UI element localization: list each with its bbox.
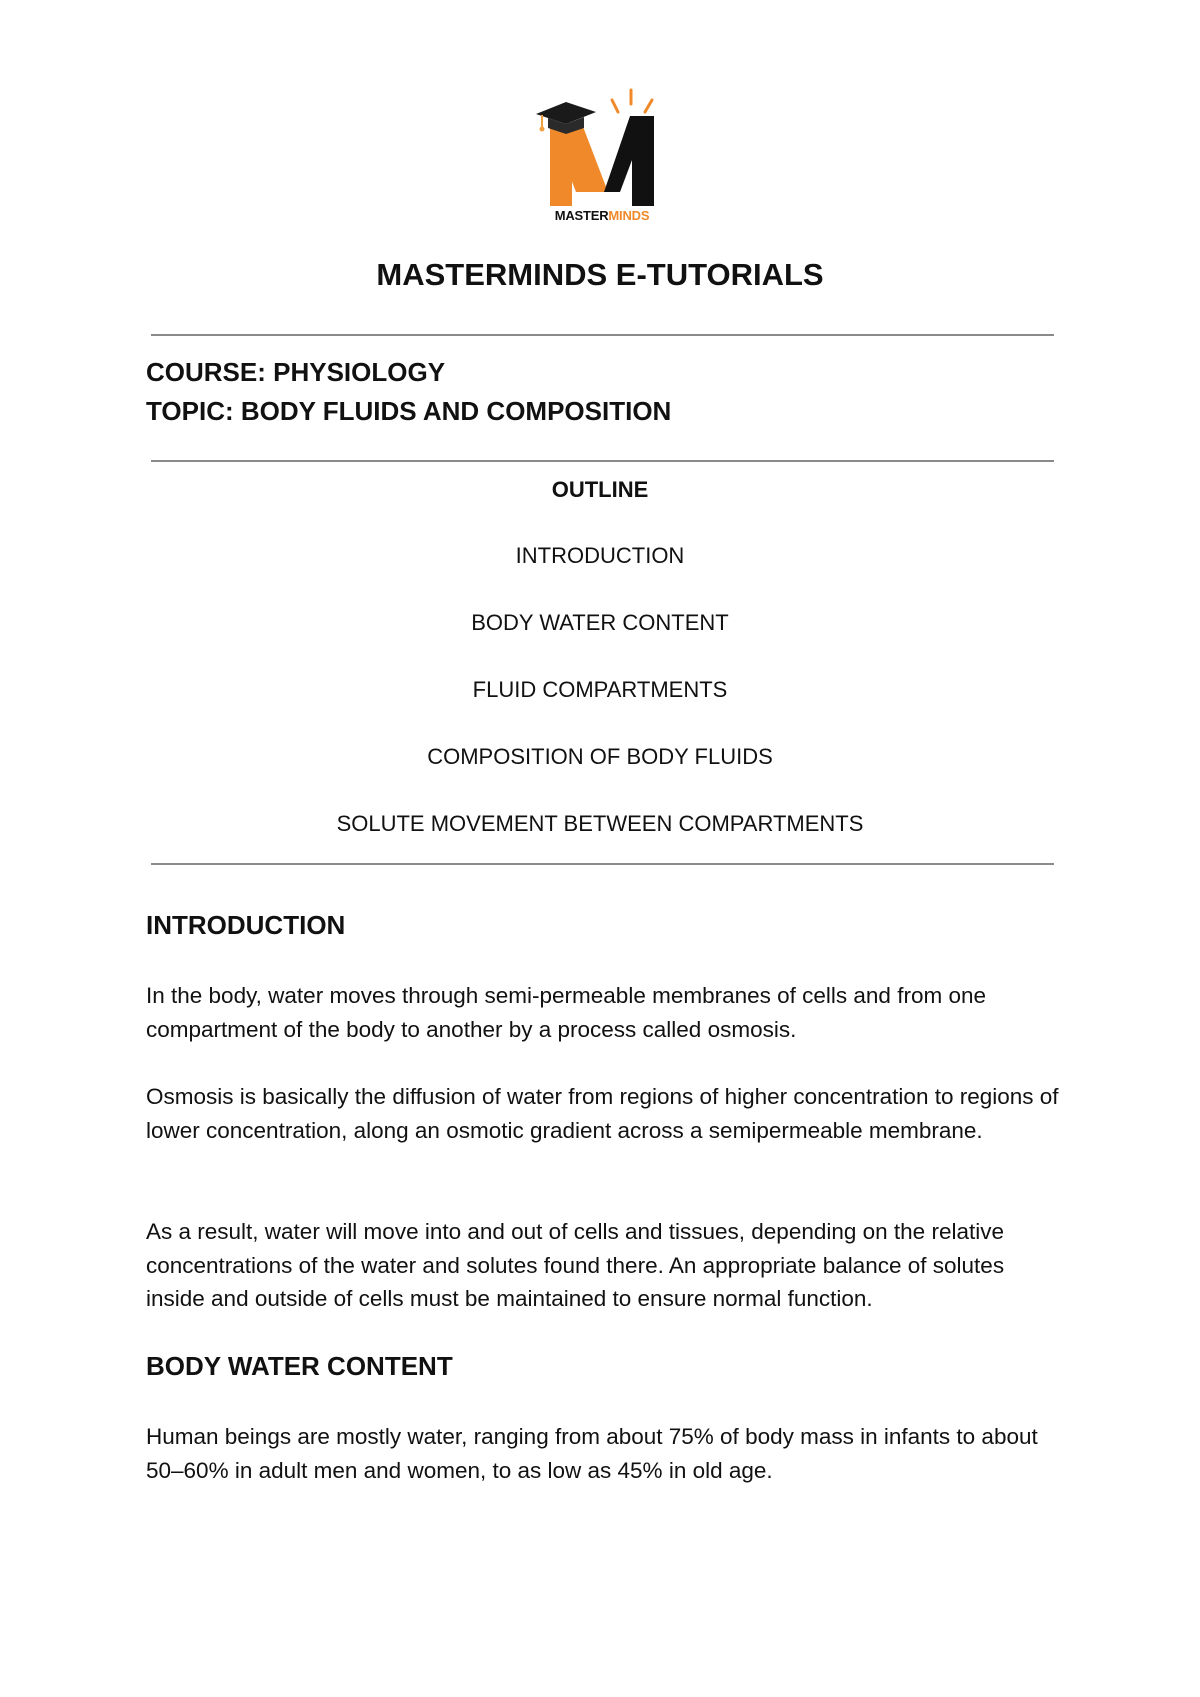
logo-wordmark-master: MASTER [554,208,609,223]
document-title: MASTERMINDS E-TUTORIALS [376,257,824,292]
topic-line: TOPIC: BODY FLUIDS AND COMPOSITION [146,396,672,426]
divider [151,334,1054,336]
introduction-paragraph: In the body, water moves through semi-permeable membranes of cells and from one compartment of the body to another by a process called osmosis. [146,983,986,1042]
graduation-cap-m-icon [532,88,672,210]
divider [151,863,1054,865]
introduction-paragraph: As a result, water will move into and out of cells and tissues, depending on the relative concentrations of the water and solutes found there. An appropriate balance of solutes inside and outside of cells must be maintained to ensure normal function. [146,1219,1005,1311]
section-heading-body-water-content: BODY WATER CONTENT [146,1351,453,1381]
outline-item-introduction: INTRODUCTION [515,543,685,568]
outline-item-solute-movement: SOLUTE MOVEMENT BETWEEN COMPARTMENTS [336,811,864,836]
outline-title: OUTLINE [551,477,649,502]
mastermind-logo [532,88,672,233]
course-line: COURSE: PHYSIOLOGY [146,357,446,387]
divider [151,460,1054,462]
outline-item-body-water-content: BODY WATER CONTENT [471,610,729,635]
outline-item-fluid-compartments: FLUID COMPARTMENTS [472,677,728,702]
outline-item-composition: COMPOSITION OF BODY FLUIDS [427,744,773,769]
logo-wordmark-minds: MINDS [608,208,650,223]
outline-section [0,474,1200,840]
course-info [146,353,671,431]
outline-list [0,540,1200,840]
body-water-paragraph: Human beings are mostly water, ranging from about 75% of body mass in infants to about 50–60% in adult men and women, to as low as 45% in old age. [146,1424,1038,1483]
introduction-paragraph: Osmosis is basically the diffusion of water from regions of higher concentration to regions of lower concentration, along an osmotic gradient across a semipermeable membrane. [146,1084,1059,1143]
section-heading-introduction: INTRODUCTION [146,910,346,940]
logo-wordmark [532,208,672,223]
